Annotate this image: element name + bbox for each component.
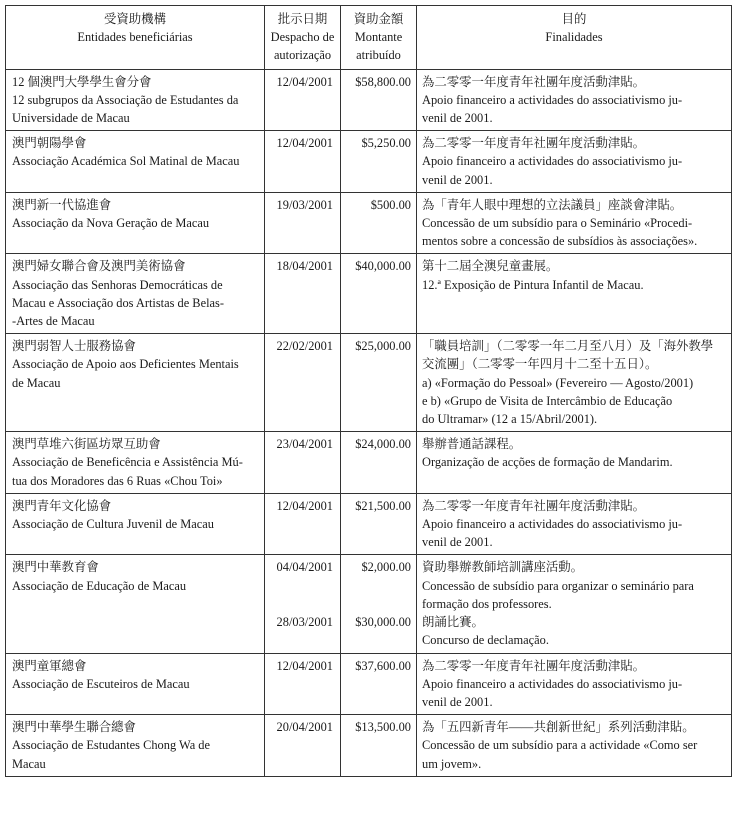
purpose-line: 為「五四新青年——共創新世紀」系列活動津貼。 [422, 720, 695, 735]
table-row [6, 555, 732, 653]
date-value: 12/04/2001 [276, 498, 333, 513]
purpose-line: 朗誦比賽。 [422, 615, 484, 630]
date-cell [265, 653, 341, 715]
amount-cell [341, 131, 417, 193]
table-row [6, 653, 732, 715]
header-entities [6, 6, 265, 70]
purpose-cell [417, 334, 732, 432]
date-cell [265, 715, 341, 777]
date-value: 12/04/2001 [276, 136, 333, 151]
purpose-line: 為二零零一年度青年社團年度活動津貼。 [422, 498, 646, 513]
entity-line: 澳門草堆六街區坊眾互助會 [12, 437, 161, 452]
purpose-line: Concessão de subsídio para organizar o seminário para [422, 578, 694, 593]
amount-value: $5,250.00 [361, 136, 411, 151]
date-value: 12/04/2001 [276, 74, 333, 89]
entity-line: 澳門婦女聯合會及澳門美術協會 [12, 259, 186, 274]
header-amount-pt2: atribuído [356, 48, 401, 63]
amount-cell [341, 715, 417, 777]
date-cell [265, 432, 341, 494]
header-date-pt2: autorização [273, 48, 332, 63]
entity-line: Associação das Senhoras Democráticas de [12, 277, 223, 292]
purpose-line: Concessão de um subsídio para a actividade «Como ser [422, 738, 698, 753]
amount-value: $37,600.00 [355, 658, 411, 673]
header-amount-zh: 資助金額 [353, 12, 404, 26]
amount-value: $13,500.00 [355, 720, 411, 735]
entity-line: 澳門中華教育會 [12, 560, 99, 575]
entity-line: tua dos Moradores das 6 Ruas «Chou Toi» [12, 473, 223, 488]
entity-line: Associação Académica Sol Matinal de Macau [12, 154, 240, 169]
purpose-line: mentos sobre a concessão de subsídios às associações». [422, 234, 698, 249]
date-cell [265, 69, 341, 131]
table-header-row [6, 6, 732, 70]
date-cell [265, 131, 341, 193]
table-row [6, 131, 732, 193]
table-row [6, 334, 732, 432]
entity-cell [6, 131, 265, 193]
purpose-cell [417, 493, 732, 555]
date-value: 28/03/2001 [276, 614, 333, 629]
date-value: 12/04/2001 [276, 658, 333, 673]
entity-line: 澳門青年文化協會 [12, 498, 112, 513]
date-value: 23/04/2001 [276, 437, 333, 452]
purpose-line: Apoio financeiro a actividades do associativismo ju- [422, 676, 683, 691]
purpose-cell [417, 555, 732, 653]
entity-line: -Artes de Macau [12, 314, 95, 329]
table-row [6, 192, 732, 254]
entity-line: 澳門弱智人士服務協會 [12, 339, 136, 354]
purpose-line: 「職員培訓」（二零零一年二月至八月）及「海外教學 [422, 339, 714, 354]
amount-value: $40,000.00 [355, 259, 411, 274]
purpose-cell [417, 432, 732, 494]
amount-cell [341, 192, 417, 254]
entity-line: 澳門中華學生聯合總會 [12, 720, 136, 735]
header-purpose [417, 6, 732, 70]
purpose-line: 舉辦普通話課程。 [422, 437, 522, 452]
amount-value: $24,000.00 [355, 437, 411, 452]
date-value: 22/02/2001 [276, 339, 333, 354]
purpose-line: do Ultramar» (12 a 15/Abril/2001). [422, 412, 598, 427]
purpose-cell [417, 653, 732, 715]
entity-line: de Macau [12, 375, 61, 390]
entity-cell [6, 69, 265, 131]
entity-cell [6, 653, 265, 715]
purpose-cell [417, 131, 732, 193]
purpose-line: 資助舉辦教師培訓講座活動。 [422, 560, 584, 575]
header-date [265, 6, 341, 70]
entity-cell [6, 432, 265, 494]
header-amount [341, 6, 417, 70]
table-row [6, 69, 732, 131]
date-cell [265, 192, 341, 254]
entity-line: Associação de Escuteiros de Macau [12, 676, 190, 691]
entity-line: 澳門朝陽學會 [12, 136, 87, 151]
purpose-line: formação dos professores. [422, 596, 552, 611]
entity-line: Macau [12, 756, 46, 771]
table-row [6, 715, 732, 777]
header-purpose-pt: Finalidades [545, 30, 603, 45]
purpose-line: Apoio financeiro a actividades do associativismo ju- [422, 92, 683, 107]
entity-line: Associação de Apoio aos Deficientes Mentais [12, 357, 239, 372]
purpose-line: e b) «Grupo de Visita de Intercâmbio de Educação [422, 393, 673, 408]
purpose-cell [417, 715, 732, 777]
amount-cell [341, 432, 417, 494]
purpose-line: venil de 2001. [422, 172, 493, 187]
date-value: 18/04/2001 [276, 259, 333, 274]
table-row [6, 432, 732, 494]
header-entities-zh: 受資助機構 [104, 12, 166, 26]
date-value: 20/04/2001 [276, 720, 333, 735]
entity-line: Associação da Nova Geração de Macau [12, 216, 210, 231]
table-row [6, 493, 732, 555]
amount-value: $58,800.00 [355, 74, 411, 89]
header-date-zh: 批示日期 [277, 12, 328, 26]
amount-cell [341, 493, 417, 555]
entity-cell [6, 555, 265, 653]
entity-cell [6, 493, 265, 555]
amount-value: $2,000.00 [361, 560, 411, 575]
entity-cell [6, 254, 265, 334]
purpose-line: venil de 2001. [422, 535, 493, 550]
purpose-line: 為「青年人眼中理想的立法議員」座談會津貼。 [422, 197, 683, 212]
entity-line: Associação de Cultura Juvenil de Macau [12, 517, 214, 532]
date-value: 04/04/2001 [276, 560, 333, 575]
header-purpose-zh: 目的 [561, 12, 587, 26]
entity-line: Associação de Estudantes Chong Wa de [12, 738, 211, 753]
date-cell [265, 254, 341, 334]
date-cell [265, 555, 341, 653]
header-date-pt1: Despacho de [270, 30, 335, 45]
entity-line: 澳門新一代協進會 [12, 197, 112, 212]
header-amount-pt1: Montante [354, 30, 403, 45]
table-row [6, 254, 732, 334]
amount-cell [341, 653, 417, 715]
amount-cell [341, 69, 417, 131]
entity-line: Associação de Beneficência e Assistência Mú- [12, 455, 243, 470]
purpose-line: um jovem». [422, 756, 482, 771]
entity-line: Macau e Associação dos Artistas de Belas- [12, 295, 224, 310]
purpose-line: 為二零零一年度青年社團年度活動津貼。 [422, 658, 646, 673]
purpose-line: Concurso de declamação. [422, 633, 549, 648]
purpose-line: 12.ª Exposição de Pintura Infantil de Macau. [422, 277, 644, 292]
amount-value: $500.00 [370, 197, 411, 212]
date-cell [265, 493, 341, 555]
purpose-line: Apoio financeiro a actividades do associativismo ju- [422, 517, 683, 532]
purpose-line: Concessão de um subsídio para o Seminário «Procedi- [422, 216, 693, 231]
purpose-line: venil de 2001. [422, 694, 493, 709]
date-value: 19/03/2001 [276, 197, 333, 212]
entity-line: 澳門童軍總會 [12, 658, 87, 673]
purpose-line: 交流團」（二零零一年四月十二至十五日）。 [422, 357, 658, 372]
purpose-line: venil de 2001. [422, 111, 493, 126]
purpose-line: 為二零零一年度青年社團年度活動津貼。 [422, 74, 646, 89]
entity-cell [6, 334, 265, 432]
subsidy-table [5, 5, 732, 777]
purpose-cell [417, 254, 732, 334]
amount-value: $21,500.00 [355, 498, 411, 513]
entity-cell [6, 715, 265, 777]
amount-cell [341, 334, 417, 432]
entity-line: 12 個澳門大學學生會分會 [12, 74, 152, 89]
purpose-line: a) «Formação do Pessoal» (Fevereiro — Agosto/2001) [422, 375, 694, 390]
purpose-line: Apoio financeiro a actividades do associativismo ju- [422, 154, 683, 169]
entity-line: 12 subgrupos da Associação de Estudantes da [12, 92, 239, 107]
purpose-line: 為二零零一年度青年社團年度活動津貼。 [422, 136, 646, 151]
date-cell [265, 334, 341, 432]
purpose-cell [417, 192, 732, 254]
entity-line: Associação de Educação de Macau [12, 578, 187, 593]
amount-cell [341, 555, 417, 653]
purpose-line: Organização de acções de formação de Mandarim. [422, 455, 673, 470]
entity-line: Universidade de Macau [12, 111, 130, 126]
amount-value: $30,000.00 [355, 614, 411, 629]
purpose-cell [417, 69, 732, 131]
entity-cell [6, 192, 265, 254]
purpose-line: 第十二屆全澳兒童畫展。 [422, 259, 559, 274]
amount-cell [341, 254, 417, 334]
header-entities-pt: Entidades beneficiárias [77, 30, 193, 45]
amount-value: $25,000.00 [355, 339, 411, 354]
